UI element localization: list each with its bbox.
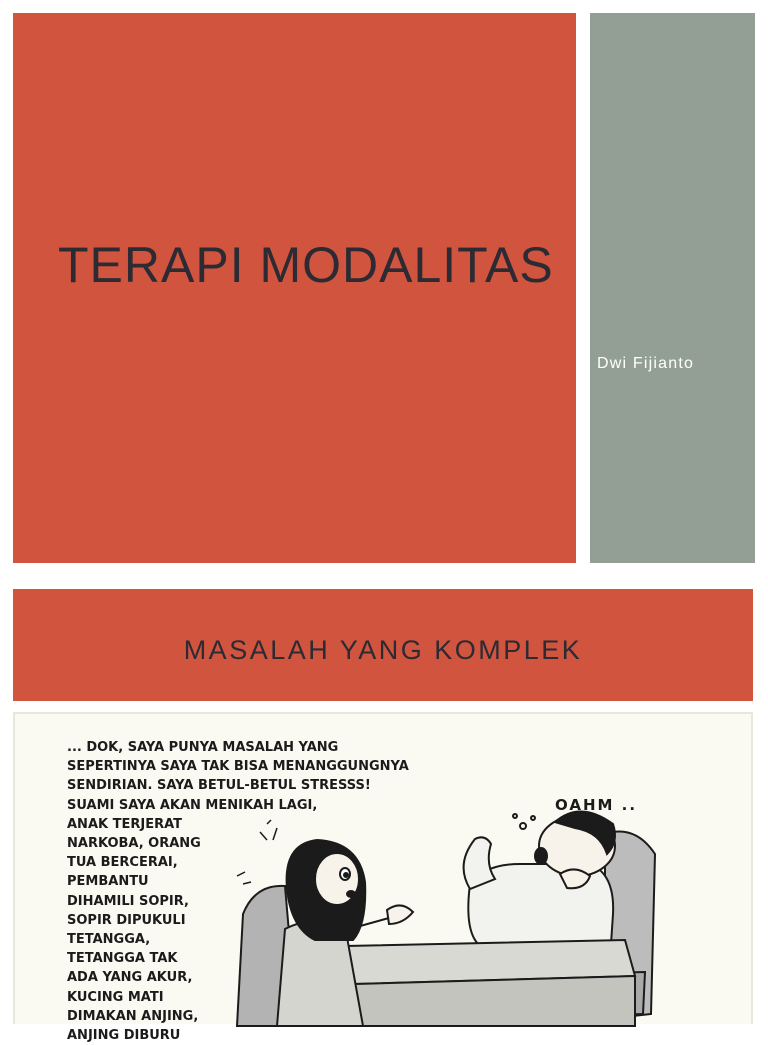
author-panel [590, 13, 755, 563]
title-panel [13, 13, 576, 563]
speech-line: DIMAKAN ANJING, [67, 1008, 199, 1024]
slide2-heading-band [13, 589, 753, 701]
speech-line: ANJING DIBURU [67, 1028, 181, 1044]
speech-line: DIHAMILI SOPIR, [67, 893, 189, 909]
speech-line: ... DOK, SAYA PUNYA MASALAH YANG [67, 740, 339, 755]
speech-line: PEMBANTU [67, 874, 149, 890]
speech-line: SENDIRIAN. SAYA BETUL-BETUL STRESSS! [67, 778, 371, 794]
slide2-heading: MASALAH YANG KOMPLEK [183, 635, 583, 665]
slide-title: TERAPI MODALITAS [58, 237, 554, 293]
speech-line: TETANGGA TAK [67, 951, 178, 967]
speech-line: NARKOBA, ORANG [67, 836, 201, 852]
speech-line: TUA BERCERAI, [67, 855, 178, 871]
author-name: Dwi Fijianto [597, 355, 695, 372]
speech-line: ADA YANG AKUR, [67, 970, 193, 986]
cartoon-illustration [13, 712, 753, 1044]
speech-line: ANAK TERJERAT [67, 816, 183, 832]
speech-line: TETANGGA, [67, 932, 151, 948]
cartoon-yawn-text: OAHM .. [555, 796, 638, 814]
speech-line: KUCING MATI [67, 989, 164, 1005]
speech-line: SOPIR DIPUKULI [67, 912, 186, 928]
speech-line: SEPERTINYA SAYA TAK BISA MENANGGUNGNYA [67, 759, 409, 775]
therapist-figure [464, 811, 615, 949]
cartoon-speech-text [67, 738, 409, 1045]
speech-line: SUAMI SAYA AKAN MENIKAH LAGI, [67, 797, 318, 813]
